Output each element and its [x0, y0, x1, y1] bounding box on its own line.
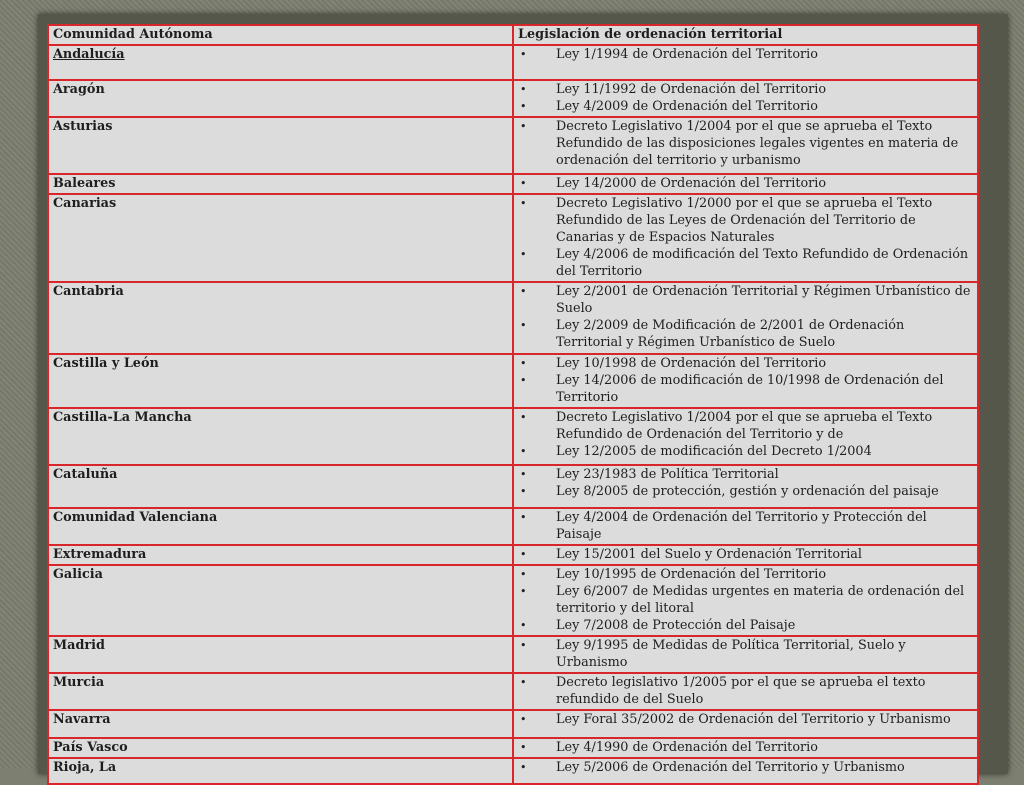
law-text: Ley 6/2007 de Medidas urgentes en materia de ordenación del territorio y del litoral — [556, 584, 965, 616]
law-item — [518, 566, 973, 583]
law-item — [518, 46, 973, 63]
table-row — [48, 758, 978, 784]
table-row — [48, 673, 978, 710]
region-cell: Extremadura — [48, 545, 513, 565]
law-list — [518, 509, 973, 543]
bullet-icon: • — [520, 468, 527, 481]
bullet-icon: • — [520, 619, 527, 632]
table-row — [48, 465, 978, 508]
legislation-cell — [513, 408, 978, 465]
bullet-icon: • — [520, 585, 527, 598]
law-text: Ley 14/2006 de modificación de 10/1998 de Ordenación del Territorio — [556, 373, 944, 405]
legislation-cell — [513, 45, 978, 80]
legislation-cell — [513, 545, 978, 565]
law-list — [518, 409, 973, 460]
legislation-cell — [513, 174, 978, 194]
bullet-icon: • — [520, 485, 527, 498]
bullet-icon: • — [520, 177, 527, 190]
table-row — [48, 508, 978, 545]
law-text: Ley 10/1995 de Ordenación del Territorio — [556, 567, 827, 582]
table-row — [48, 710, 978, 738]
law-list — [518, 81, 973, 115]
law-text: Ley 2/2001 de Ordenación Territorial y Régimen Urbanístico de Suelo — [556, 284, 971, 316]
legislation-cell — [513, 354, 978, 408]
region-cell: Canarias — [48, 194, 513, 282]
law-text: Ley 11/1992 de Ordenación del Territorio — [556, 82, 827, 97]
law-item — [518, 195, 973, 246]
region-cell: Cataluña — [48, 465, 513, 508]
law-item — [518, 372, 973, 406]
law-item — [518, 118, 973, 169]
law-item — [518, 711, 973, 728]
law-text: Ley 9/1995 de Medidas de Política Territorial, Suelo y Urbanismo — [556, 638, 906, 670]
table-row — [48, 117, 978, 174]
law-item — [518, 583, 973, 617]
law-list — [518, 195, 973, 280]
law-text: Ley 4/1990 de Ordenación del Territorio — [556, 740, 818, 755]
law-item — [518, 674, 973, 708]
legislation-cell — [513, 508, 978, 545]
region-cell: Castilla y León — [48, 354, 513, 408]
region-cell: Cantabria — [48, 282, 513, 354]
table-row — [48, 408, 978, 465]
law-list — [518, 739, 973, 756]
bullet-icon: • — [520, 713, 527, 726]
bullet-icon: • — [520, 374, 527, 387]
law-item — [518, 546, 973, 563]
table-header-row — [48, 25, 978, 45]
law-text: Ley 4/2004 de Ordenación del Territorio y Protección del Paisaje — [556, 510, 927, 542]
law-list — [518, 637, 973, 671]
table-row — [48, 738, 978, 758]
region-cell: Castilla-La Mancha — [48, 408, 513, 465]
law-text: Ley 1/1994 de Ordenación del Territorio — [556, 47, 818, 62]
table-row — [48, 194, 978, 282]
law-item — [518, 317, 973, 351]
bullet-icon: • — [520, 761, 527, 774]
bullet-icon: • — [520, 411, 527, 424]
region-cell: Galicia — [48, 565, 513, 636]
law-list — [518, 566, 973, 634]
law-list — [518, 466, 973, 500]
law-item — [518, 443, 973, 460]
law-item — [518, 175, 973, 192]
bullet-icon: • — [520, 197, 527, 210]
bullet-icon: • — [520, 568, 527, 581]
bullet-icon: • — [520, 100, 527, 113]
region-cell: Aragón — [48, 80, 513, 117]
header-legislation: Legislación de ordenación territorial — [513, 25, 978, 45]
law-text: Decreto Legislativo 1/2004 por el que se aprueba el Texto Refundido de las disposiciones legales vigentes en materia de ordenación del territorio y urbanismo — [556, 119, 959, 168]
law-text: Ley 4/2009 de Ordenación del Territorio — [556, 99, 818, 114]
bullet-icon: • — [520, 285, 527, 298]
bullet-icon: • — [520, 120, 527, 133]
region-cell: Rioja, La — [48, 758, 513, 784]
bullet-icon: • — [520, 48, 527, 61]
table-row — [48, 545, 978, 565]
bullet-icon: • — [520, 357, 527, 370]
table-row — [48, 45, 978, 80]
table-row — [48, 80, 978, 117]
law-text: Ley 23/1983 de Política Territorial — [556, 467, 779, 482]
legislation-cell — [513, 758, 978, 784]
law-list — [518, 283, 973, 351]
law-text: Decreto Legislativo 1/2000 por el que se aprueba el Texto Refundido de las Leyes de Ordenación del Territorio de Canarias y de Espacios Naturales — [556, 196, 933, 245]
region-cell: País Vasco — [48, 738, 513, 758]
legislation-cell — [513, 673, 978, 710]
bullet-icon: • — [520, 319, 527, 332]
law-text: Ley 5/2006 de Ordenación del Territorio y Urbanismo — [556, 760, 905, 775]
law-list — [518, 118, 973, 169]
law-item — [518, 355, 973, 372]
table-row — [48, 282, 978, 354]
law-list — [518, 175, 973, 192]
law-text: Ley Foral 35/2002 de Ordenación del Territorio y Urbanismo — [556, 712, 951, 727]
table-row — [48, 565, 978, 636]
law-item — [518, 617, 973, 634]
law-text: Ley 8/2005 de protección, gestión y ordenación del paisaje — [556, 484, 939, 499]
legislation-table-container — [47, 24, 977, 785]
legislation-cell — [513, 117, 978, 174]
table-row — [48, 354, 978, 408]
law-item — [518, 483, 973, 500]
law-text: Ley 12/2005 de modificación del Decreto 1/2004 — [556, 444, 872, 459]
law-text: Decreto legislativo 1/2005 por el que se aprueba el texto refundido de del Suelo — [556, 675, 926, 707]
bullet-icon: • — [520, 83, 527, 96]
bullet-icon: • — [520, 741, 527, 754]
legislation-cell — [513, 465, 978, 508]
bullet-icon: • — [520, 676, 527, 689]
region-cell: Navarra — [48, 710, 513, 738]
legislation-cell — [513, 282, 978, 354]
law-list — [518, 711, 973, 728]
bullet-icon: • — [520, 639, 527, 652]
law-text: Ley 15/2001 del Suelo y Ordenación Territorial — [556, 547, 863, 562]
region-cell: Madrid — [48, 636, 513, 673]
bullet-icon: • — [520, 445, 527, 458]
law-item — [518, 409, 973, 443]
legislation-table — [47, 24, 979, 785]
bullet-icon: • — [520, 548, 527, 561]
law-item — [518, 283, 973, 317]
table-row — [48, 174, 978, 194]
law-item — [518, 246, 973, 280]
table-row — [48, 636, 978, 673]
law-text: Ley 14/2000 de Ordenación del Territorio — [556, 176, 827, 191]
law-item — [518, 98, 973, 115]
law-item — [518, 637, 973, 671]
law-item — [518, 739, 973, 756]
legislation-cell — [513, 636, 978, 673]
law-text: Ley 4/2006 de modificación del Texto Refundido de Ordenación del Territorio — [556, 247, 969, 279]
law-text: Ley 7/2008 de Protección del Paisaje — [556, 618, 796, 633]
header-region: Comunidad Autónoma — [48, 25, 513, 45]
law-text: Decreto Legislativo 1/2004 por el que se aprueba el Texto Refundido de Ordenación del Territorio y de — [556, 410, 933, 442]
law-list — [518, 355, 973, 406]
legislation-cell — [513, 194, 978, 282]
bullet-icon: • — [520, 511, 527, 524]
legislation-cell — [513, 738, 978, 758]
law-item — [518, 81, 973, 98]
region-cell: Andalucía — [48, 45, 513, 80]
legislation-cell — [513, 565, 978, 636]
law-list — [518, 674, 973, 708]
law-list — [518, 546, 973, 563]
region-cell: Comunidad Valenciana — [48, 508, 513, 545]
region-cell: Murcia — [48, 673, 513, 710]
region-cell: Asturias — [48, 117, 513, 174]
legislation-cell — [513, 710, 978, 738]
legislation-cell — [513, 80, 978, 117]
law-item — [518, 466, 973, 483]
law-list — [518, 46, 973, 63]
law-item — [518, 509, 973, 543]
law-text: Ley 2/2009 de Modificación de 2/2001 de Ordenación Territorial y Régimen Urbanístico de Suelo — [556, 318, 905, 350]
law-text: Ley 10/1998 de Ordenación del Territorio — [556, 356, 827, 371]
region-cell: Baleares — [48, 174, 513, 194]
bullet-icon: • — [520, 248, 527, 261]
